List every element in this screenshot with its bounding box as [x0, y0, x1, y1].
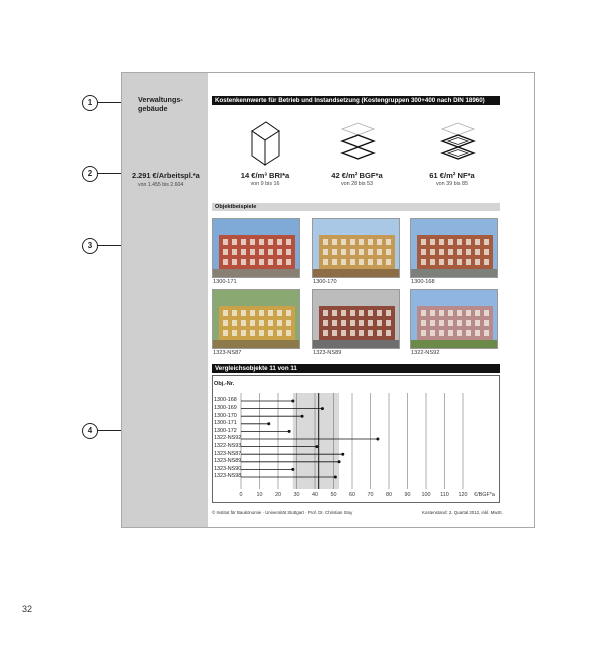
- building-photo: [212, 218, 300, 278]
- category-label: 1323-NS89: [214, 458, 242, 465]
- category-label: 1322-NS93: [214, 443, 242, 449]
- footer-right: Kostenstand: 2. Quartal 2012, inkl. MwSt.: [422, 510, 503, 515]
- marker-4: 4: [82, 423, 98, 439]
- kpi-range: von 1.455 bis 2.604: [138, 182, 184, 188]
- category-label: 1300-171: [214, 420, 237, 427]
- photo-caption: 1300-168: [411, 279, 435, 285]
- category-label: 1323-NS90: [214, 465, 242, 472]
- footer-left: © Institut für Baukönomie · Universität Stuttgart · Prof. Dr. Christian Stoy: [212, 510, 353, 515]
- marker-line-1: [97, 102, 121, 103]
- range-band: [293, 393, 339, 489]
- kosten-range-bgf: von 28 bis 53: [340, 181, 374, 187]
- x-tick-label: 30: [293, 492, 300, 498]
- x-tick-label: 10: [256, 492, 263, 498]
- objekt-header: Objektbeispiele: [212, 203, 500, 211]
- kosten-value-bgf: 42 €/m² BGF*a: [331, 171, 383, 180]
- kosten-value-bri: 14 €/m³ BRI*a: [240, 171, 290, 180]
- sidebar: [122, 73, 208, 527]
- x-tick-label: 90: [404, 492, 411, 498]
- x-tick-label: 80: [386, 492, 392, 498]
- building-photo: [312, 218, 400, 278]
- layers-outline-icon: [438, 121, 478, 167]
- x-axis-unit: €/BGF*a: [474, 492, 495, 498]
- x-tick-label: 120: [458, 492, 468, 498]
- building-photo: [410, 289, 498, 349]
- category-label: 1322-NS92: [214, 435, 242, 442]
- category-label: 1300-169: [214, 405, 237, 411]
- kosten-header: Kostenkennwerte für Betrieb und Instandsetzung (Kostengruppen 300+400 nach DIN 18960): [212, 96, 500, 105]
- kosten-range-nf: von 39 bis 85: [435, 181, 469, 187]
- building-photo: [212, 289, 300, 349]
- x-tick-label: 100: [421, 492, 431, 498]
- x-tick-label: 50: [330, 492, 337, 498]
- kosten-range-bri: von 9 bis 16: [250, 181, 280, 187]
- photo-caption: 1323-NS89: [313, 350, 342, 356]
- data-point: [341, 453, 344, 456]
- x-tick-label: 110: [440, 492, 449, 498]
- kpi-value: 2.291 €/Arbeitspl.*a: [132, 171, 200, 180]
- data-point: [334, 476, 337, 479]
- page-number: 32: [22, 604, 33, 614]
- x-tick-label: 70: [367, 492, 374, 498]
- x-tick-label: 0: [239, 492, 243, 498]
- x-tick-label: 40: [312, 492, 318, 498]
- marker-2: 2: [82, 166, 98, 182]
- photo-caption: 1322-NS92: [411, 350, 440, 356]
- data-point: [315, 445, 318, 448]
- data-point: [338, 460, 341, 463]
- x-tick-label: 20: [275, 492, 281, 498]
- layers-icon: [338, 121, 378, 167]
- photo-caption: 1323-NS87: [213, 350, 242, 356]
- category-label: 1300-168: [214, 397, 237, 404]
- category-label: 1323-NS87: [214, 450, 242, 457]
- vergleich-col-label: Obj.-Nr.: [214, 381, 235, 387]
- building-type-title: Verwaltungs- gebäude: [138, 95, 183, 113]
- category-label: 1300-170: [214, 412, 237, 419]
- data-point: [321, 407, 324, 410]
- marker-3: 3: [82, 238, 98, 254]
- cube-icon: [248, 119, 282, 167]
- photo-caption: 1300-171: [213, 279, 237, 285]
- building-photo: [410, 218, 498, 278]
- category-label: 1323-NS98: [214, 473, 242, 480]
- comparison-chart: [212, 375, 500, 503]
- building-photo: [312, 289, 400, 349]
- vergleich-header: Vergleichsobjekte 11 von 11: [212, 364, 500, 373]
- marker-1: 1: [82, 95, 98, 111]
- kosten-value-nf: 61 €/m² NF*a: [429, 171, 475, 180]
- category-label: 1300-172: [214, 427, 237, 434]
- data-sheet: [121, 72, 535, 528]
- data-point: [376, 438, 379, 441]
- data-point: [291, 400, 294, 403]
- data-point: [301, 415, 304, 418]
- data-point: [288, 430, 291, 433]
- x-tick-label: 60: [349, 492, 355, 498]
- data-point: [267, 422, 270, 425]
- marker-line-2: [97, 173, 121, 174]
- data-point: [291, 468, 294, 471]
- photo-caption: 1300-170: [313, 279, 337, 285]
